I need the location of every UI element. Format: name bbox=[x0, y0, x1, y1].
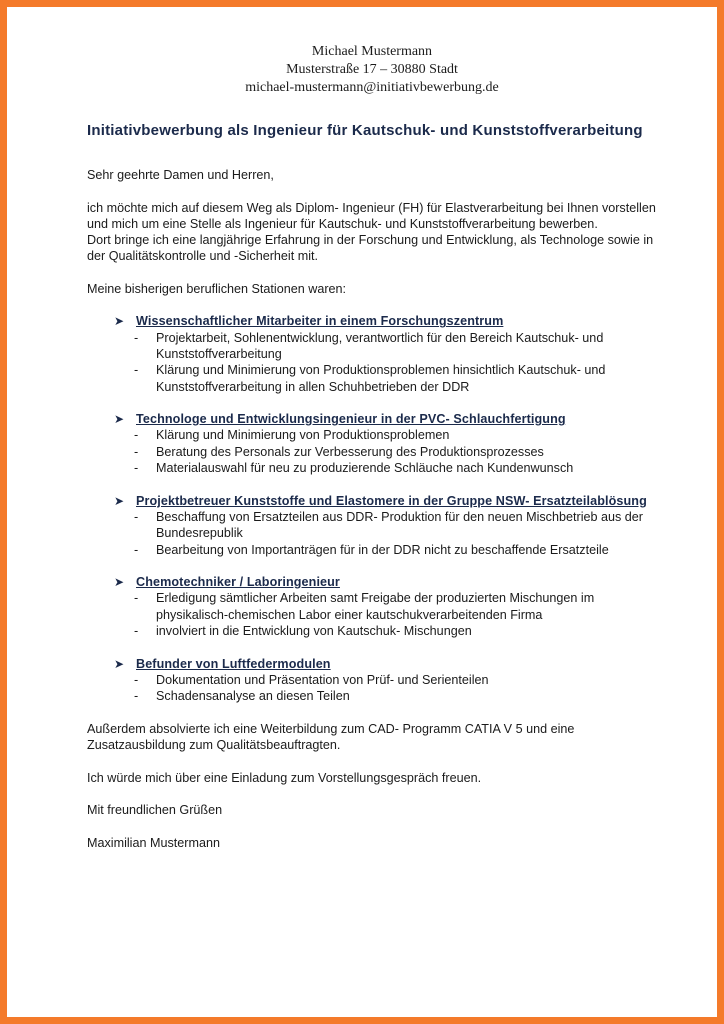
list-item: - Bearbeitung von Importanträgen für in der DDR nicht zu beschaffende Ersatzteile bbox=[134, 542, 609, 557]
arrow-bullet-icon: ➤ bbox=[114, 412, 125, 427]
further-training-paragraph: Außerdem absolvierte ich eine Weiterbildung zum CAD- Programm CATIA V 5 und eine Zusatzausbildung zum Qualitätsbeauftragten. bbox=[87, 721, 575, 753]
arrow-bullet-icon: ➤ bbox=[114, 575, 125, 590]
list-item: - Dokumentation und Präsentation von Prüf- und Serienteilen bbox=[134, 672, 489, 687]
letter-page bbox=[87, 43, 657, 851]
station-title: Technologe und Entwicklungsingenieur in der PVC- Schlauchfertigung bbox=[136, 412, 566, 427]
sender-email: michael-mustermann@initiativbewerbung.de bbox=[245, 80, 499, 95]
invitation-paragraph: Ich würde mich über eine Einladung zum Vorstellungsgespräch freuen. bbox=[87, 770, 482, 785]
sender-address: Musterstraße 17 – 30880 Stadt bbox=[286, 62, 458, 77]
station-3 bbox=[114, 493, 657, 558]
list-item: - Klärung und Minimierung von Produktionsproblemen bbox=[134, 428, 450, 443]
intro-paragraph-1: ich möchte mich auf diesem Weg als Diplom- Ingenieur (FH) für Elastverarbeitung bei Ihnen vorstellen und mich um eine Stelle als Ingenieur für Kautschuk- und Kunststoffverarbeitung bewerben. bbox=[87, 200, 656, 231]
stations-intro: Meine bisherigen beruflichen Stationen waren: bbox=[87, 282, 347, 297]
station-title: Chemotechniker / Laboringenieur bbox=[136, 575, 340, 590]
list-item: - Schadensanalyse an diesen Teilen bbox=[134, 689, 350, 704]
sender-name: Michael Mustermann bbox=[311, 44, 433, 59]
station-4 bbox=[114, 574, 657, 639]
list-item: - Materialauswahl für neu zu produzierende Schläuche nach Kundenwunsch bbox=[134, 461, 574, 476]
subject-heading: Initiativbewerbung als Ingenieur für Kautschuk- und Kunststoffverarbeitung bbox=[87, 122, 643, 139]
signature-name: Maximilian Mustermann bbox=[87, 835, 220, 850]
station-title: Projektbetreuer Kunststoffe und Elastomere in der Gruppe NSW- Ersatzteilablösung bbox=[136, 493, 647, 508]
arrow-bullet-icon: ➤ bbox=[114, 493, 125, 508]
list-item: - Beschaffung von Ersatzteilen aus DDR- Produktion für den neuen Mischbetrieb aus der Bundesrepublik bbox=[134, 509, 643, 541]
list-item: - Erledigung sämtlicher Arbeiten samt Freigabe der produzierten Mischungen im physikalisch-chemischen Labor einer kautschukverarbeitenden Firma bbox=[134, 591, 595, 622]
intro-paragraph-2: Dort bringe ich eine langjährige Erfahrung in der Forschung und Entwicklung, als Technologe sowie in der Qualitätskontrolle und -Sicherheit mit. bbox=[87, 233, 654, 264]
list-item: - involviert in die Entwicklung von Kautschuk- Mischungen bbox=[134, 624, 472, 639]
list-item: - Projektarbeit, Sohlenentwicklung, verantwortlich für den Bereich Kautschuk- und Kunststoffverarbeitung bbox=[134, 330, 604, 361]
station-2 bbox=[114, 411, 657, 476]
letter-body bbox=[87, 167, 657, 851]
station-5 bbox=[114, 656, 657, 705]
stations-list bbox=[87, 313, 657, 704]
arrow-bullet-icon: ➤ bbox=[114, 656, 125, 671]
station-title: Befunder von Luftfedermodulen bbox=[136, 656, 331, 671]
list-item: - Klärung und Minimierung von Produktionsproblemen hinsichtlich Kautschuk- und Kunststoffverarbeitung in allen Schuhbetrieben der DDR bbox=[134, 363, 606, 394]
sender-block bbox=[87, 43, 657, 97]
list-item: - Beratung des Personals zur Verbesserung des Produktionsprozesses bbox=[134, 444, 544, 459]
station-title: Wissenschaftlicher Mitarbeiter in einem Forschungszentrum bbox=[136, 314, 504, 329]
salutation: Sehr geehrte Damen und Herren, bbox=[87, 168, 274, 182]
station-1 bbox=[114, 313, 657, 394]
arrow-bullet-icon: ➤ bbox=[114, 314, 125, 329]
closing: Mit freundlichen Grüßen bbox=[87, 803, 223, 818]
